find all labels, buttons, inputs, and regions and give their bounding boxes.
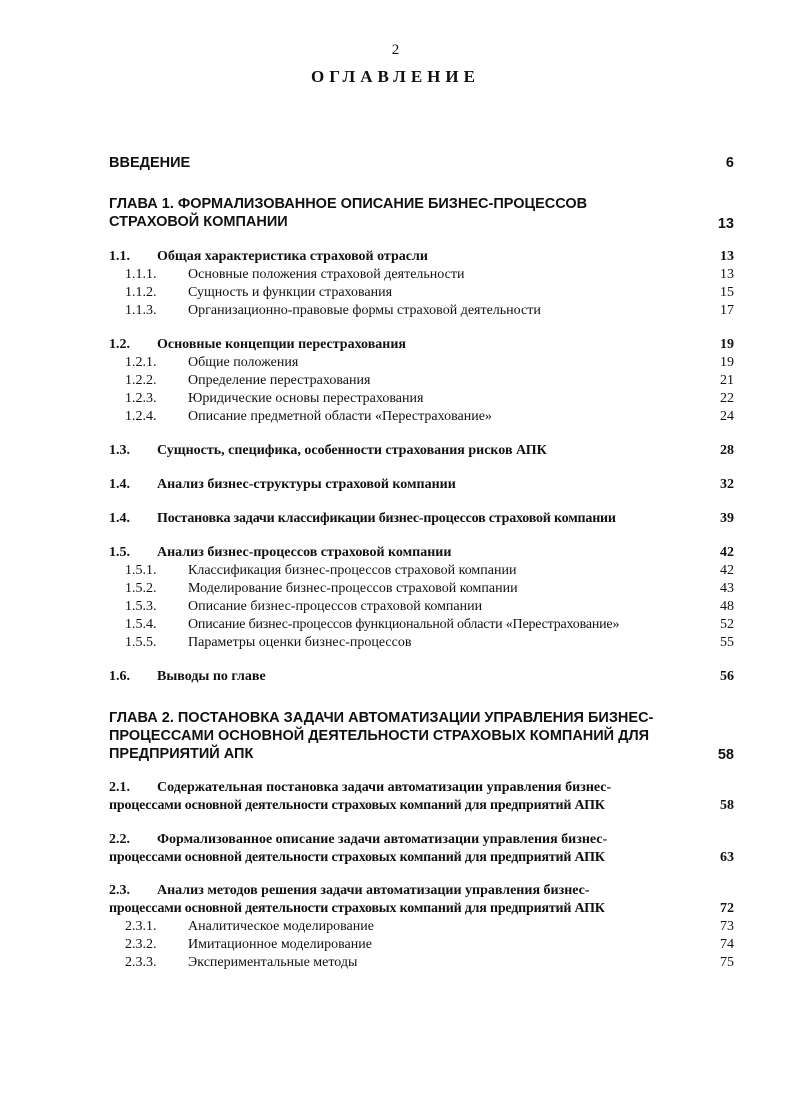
toc-entry-title: Имитационное моделирование	[188, 937, 372, 952]
toc-entry-number: 1.6.	[109, 669, 130, 684]
toc-entry-page: 56	[720, 669, 734, 684]
toc-entry-title: Экспериментальные методы	[188, 955, 358, 970]
toc-entry-title: Определение перестрахования	[188, 373, 371, 388]
toc-entry-title: Анализ бизнес-структуры страховой компании	[157, 477, 456, 492]
toc-entry-title: Общая характеристика страховой отрасли	[157, 249, 428, 264]
page-number: 2	[391, 42, 400, 58]
toc-entry-number: 1.4.	[109, 477, 130, 492]
toc-entry-page: 32	[720, 477, 734, 492]
toc-entry-title: Параметры оценки бизнес-процессов	[188, 635, 412, 650]
toc-entry-title: Анализ бизнес-процессов страховой компании	[157, 545, 452, 560]
toc-entry-title: Описание бизнес-процессов страховой компании	[188, 599, 483, 614]
toc-entry-number: 2.3.2.	[125, 937, 157, 952]
toc-entry-page: 43	[720, 581, 734, 596]
toc-entry-number: 1.2.3.	[125, 391, 157, 406]
toc-entry-number: 1.5.5.	[125, 635, 157, 650]
toc-entry-number: 1.2.4.	[125, 409, 157, 424]
toc-entry-number: 2.2.	[109, 832, 130, 847]
toc-chapter-title-line: ПРЕДПРИЯТИЙ АПК	[109, 746, 254, 762]
toc-entry-number: 1.1.2.	[125, 285, 157, 300]
toc-entry-page: 39	[720, 511, 734, 526]
toc-entry-title: Организационно-правовые формы страховой деятельности	[188, 303, 541, 318]
toc-entry-title-line: Анализ методов решения задачи автоматизации управления бизнес-	[157, 883, 590, 898]
toc-entry-number: 1.3.	[109, 443, 130, 458]
toc-entry-title: Сущность, специфика, особенности страхования рисков АПК	[157, 443, 547, 458]
toc-entry-page: 58	[717, 747, 734, 763]
toc-entry-number: 1.5.2.	[125, 581, 157, 596]
toc-chapter-title-line: ГЛАВА 2. ПОСТАНОВКА ЗАДАЧИ АВТОМАТИЗАЦИИ УПРАВЛЕНИЯ БИЗНЕС-	[109, 710, 654, 726]
toc-entry-page: 58	[720, 798, 734, 813]
toc-entry-number: 2.3.3.	[125, 955, 157, 970]
toc-entry-title: Основные положения страховой деятельности	[188, 267, 465, 282]
toc-entry-title: Описание предметной области «Перестрахование»	[188, 409, 492, 424]
toc-entry-page: 42	[720, 545, 734, 560]
toc-entry-page: 22	[720, 391, 734, 406]
toc-entry-page: 19	[720, 337, 734, 352]
toc-entry-title: Аналитическое моделирование	[188, 919, 374, 934]
toc-entry-page: 55	[720, 635, 734, 650]
toc-entry-title-line: Содержательная постановка задачи автоматизации управления бизнес-	[157, 780, 612, 795]
toc-entry-title: Моделирование бизнес-процессов страховой компании	[188, 581, 518, 596]
toc-entry-title-line: Формализованное описание задачи автоматизации управления бизнес-	[157, 832, 608, 847]
toc-entry-page: 13	[720, 267, 734, 282]
toc-entry-page: 74	[720, 937, 734, 952]
toc-entry-number: 1.5.1.	[125, 563, 157, 578]
toc-entry-number: 1.1.3.	[125, 303, 157, 318]
toc-entry-page: 13	[720, 249, 734, 264]
toc-entry-page: 19	[720, 355, 734, 370]
toc-entry-page: 52	[720, 617, 734, 632]
toc-entry-title-line: процессами основной деятельности страховых компаний для предприятий АПК	[109, 798, 605, 813]
toc-entry-title: Описание бизнес-процессов функциональной области «Перестрахование»	[188, 617, 620, 632]
toc-chapter-title-line: ГЛАВА 1. ФОРМАЛИЗОВАННОЕ ОПИСАНИЕ БИЗНЕС-ПРОЦЕССОВ	[109, 196, 588, 212]
toc-entry-page: 73	[720, 919, 734, 934]
toc-entry-title-line: процессами основной деятельности страховых компаний для предприятий АПК	[109, 901, 605, 916]
toc-entry-page: 13	[717, 216, 734, 232]
toc-entry-title: Классификация бизнес-процессов страховой компании	[188, 563, 517, 578]
toc-entry-page: 75	[720, 955, 734, 970]
toc-entry-title: Основные концепции перестрахования	[157, 337, 406, 352]
toc-entry-page: 15	[720, 285, 734, 300]
toc-entry-title: Сущность и функции страхования	[188, 285, 393, 300]
toc-entry-page: 6	[725, 155, 734, 171]
toc-entry-number: 1.2.1.	[125, 355, 157, 370]
toc-entry-title: Выводы по главе	[157, 669, 266, 684]
toc-entry-number: 1.4.	[109, 511, 130, 526]
toc-entry-number: 1.1.	[109, 249, 130, 264]
toc-entry-page: 24	[720, 409, 734, 424]
toc-entry-number: 1.5.	[109, 545, 130, 560]
toc-entry-page: 48	[720, 599, 734, 614]
toc-entry-number: 1.2.2.	[125, 373, 157, 388]
toc-chapter-title-line: СТРАХОВОЙ КОМПАНИИ	[109, 214, 288, 230]
toc-entry-number: 1.5.3.	[125, 599, 157, 614]
toc-entry-page: 42	[720, 563, 734, 578]
toc-entry-number: 2.1.	[109, 780, 130, 795]
toc-entry-page: 72	[720, 901, 734, 916]
toc-entry-title: ВВЕДЕНИЕ	[109, 155, 191, 171]
toc-entry-number: 1.5.4.	[125, 617, 157, 632]
toc-chapter-title-line: ПРОЦЕССАМИ ОСНОВНОЙ ДЕЯТЕЛЬНОСТИ СТРАХОВЫХ КОМПАНИЙ ДЛЯ	[109, 728, 650, 744]
toc-entry-page: 63	[720, 850, 734, 865]
toc-entry-number: 2.3.1.	[125, 919, 157, 934]
toc-entry-number: 1.1.1.	[125, 267, 157, 282]
page-title: ОГЛАВЛЕНИЕ	[311, 67, 480, 86]
toc-entry-title: Общие положения	[188, 355, 299, 370]
toc-entry-title: Постановка задачи классификации бизнес-процессов страховой компании	[157, 511, 616, 526]
toc-entry-page: 17	[720, 303, 734, 318]
toc-entry-number: 1.2.	[109, 337, 130, 352]
toc-entry-title: Юридические основы перестрахования	[188, 391, 424, 406]
toc-entry-page: 21	[720, 373, 734, 388]
toc-entry-title-line: процессами основной деятельности страховых компаний для предприятий АПК	[109, 850, 605, 865]
toc-entry-number: 2.3.	[109, 883, 130, 898]
toc-entry-page: 28	[720, 443, 734, 458]
